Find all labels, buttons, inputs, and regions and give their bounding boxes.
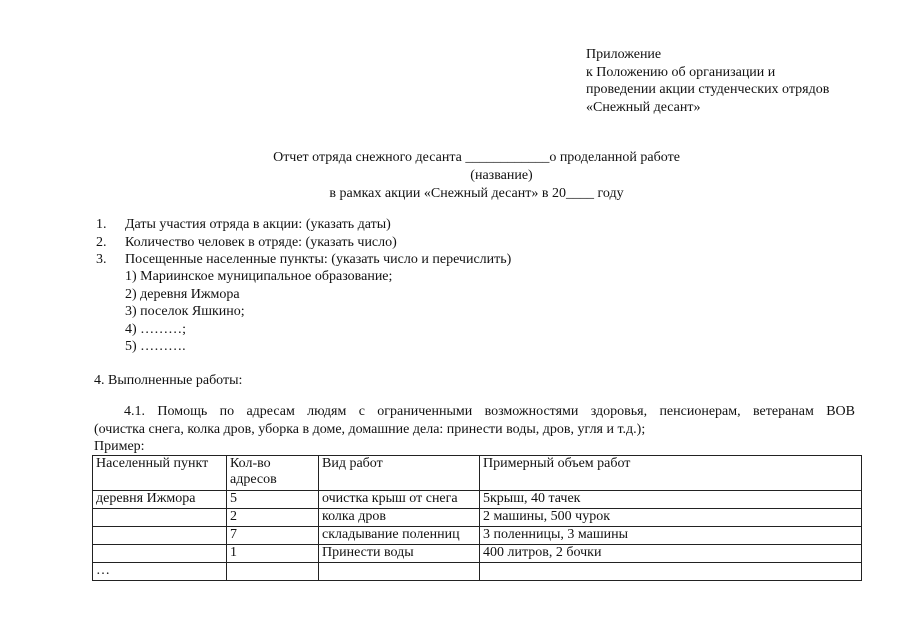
cell-work: складывание поленниц	[319, 527, 480, 545]
cell-count: 2	[227, 509, 319, 527]
cell-locality	[93, 509, 227, 527]
cell-volume	[480, 563, 862, 581]
cell-volume: 400 литров, 2 бочки	[480, 545, 862, 563]
list-item-text: Даты участия отряда в акции: (указать даты)	[125, 217, 391, 232]
paragraph-line: 4.1. Помощь по адресам людям с ограниченными возможностями здоровья, пенсионерам, ветеранам ВОВ	[124, 404, 855, 419]
sublist-item: 2) деревня Ижмора	[125, 286, 240, 302]
table-header-row	[93, 456, 862, 491]
appendix-line: «Снежный десант»	[586, 99, 701, 115]
paragraph-line: (очистка снега, колка дров, уборка в доме, домашние дела: принести воды, дров, угля и т.д.);	[94, 421, 646, 437]
list-item-number: 3.	[96, 252, 107, 267]
header-work: Вид работ	[319, 456, 480, 491]
cell-count: 1	[227, 545, 319, 563]
list-item	[96, 216, 856, 234]
works-table	[92, 455, 862, 581]
report-title-hint: (название)	[470, 168, 533, 183]
list-item-text: Посещенные населенные пункты: (указать число и перечислить)	[125, 252, 512, 267]
appendix-line: проведении акции студенческих отрядов	[586, 82, 830, 97]
appendix-note	[586, 46, 886, 116]
numbered-list	[96, 216, 856, 269]
cell-volume: 2 машины, 500 чурок	[480, 509, 862, 527]
cell-work: очистка крыш от снега	[319, 491, 480, 509]
header-count-line: адресов	[230, 472, 277, 487]
cell-locality	[93, 527, 227, 545]
list-item-number: 2.	[96, 234, 107, 250]
list-item	[96, 234, 856, 252]
cell-work: колка дров	[319, 509, 480, 527]
header-count-line: Кол-во	[230, 456, 271, 471]
table-row	[93, 527, 862, 545]
appendix-line: к Положению об организации и	[586, 64, 776, 80]
report-subtitle: в рамках акции «Снежный десант» в 20____ году	[329, 186, 624, 201]
cell-count: 5	[227, 491, 319, 509]
appendix-line: Приложение	[586, 47, 662, 62]
cell-count: 7	[227, 527, 319, 545]
localities-sublist	[125, 268, 625, 356]
list-item	[96, 251, 856, 269]
cell-locality: …	[93, 563, 227, 581]
table-row	[93, 491, 862, 509]
header-volume: Примерный объем работ	[480, 456, 862, 491]
sublist-item: 3) поселок Яшкино;	[125, 304, 245, 319]
cell-locality: деревня Ижмора	[93, 491, 227, 509]
cell-volume: 3 поленницы, 3 машины	[480, 527, 862, 545]
table-row	[93, 563, 862, 581]
table-row	[93, 545, 862, 563]
cell-count	[227, 563, 319, 581]
cell-locality	[93, 545, 227, 563]
example-label: Пример:	[94, 439, 145, 454]
section-heading: 4. Выполненные работы:	[94, 373, 243, 388]
section-paragraph	[94, 403, 855, 456]
table-row	[93, 509, 862, 527]
cell-work: Принести воды	[319, 545, 480, 563]
sublist-item: 4) ………;	[125, 321, 187, 337]
header-count	[227, 456, 319, 491]
list-item-number: 1.	[96, 217, 107, 232]
list-item-text: Количество человек в отряде: (указать число)	[125, 234, 397, 250]
sublist-item: 5) ……….	[125, 339, 186, 354]
report-title: Отчет отряда снежного десанта ____________о проделанной работе	[273, 150, 680, 165]
cell-volume: 5крыш, 40 тачек	[480, 491, 862, 509]
cell-work	[319, 563, 480, 581]
sublist-item: 1) Мариинское муниципальное образование;	[125, 269, 393, 284]
header-locality: Населенный пункт	[93, 456, 227, 491]
